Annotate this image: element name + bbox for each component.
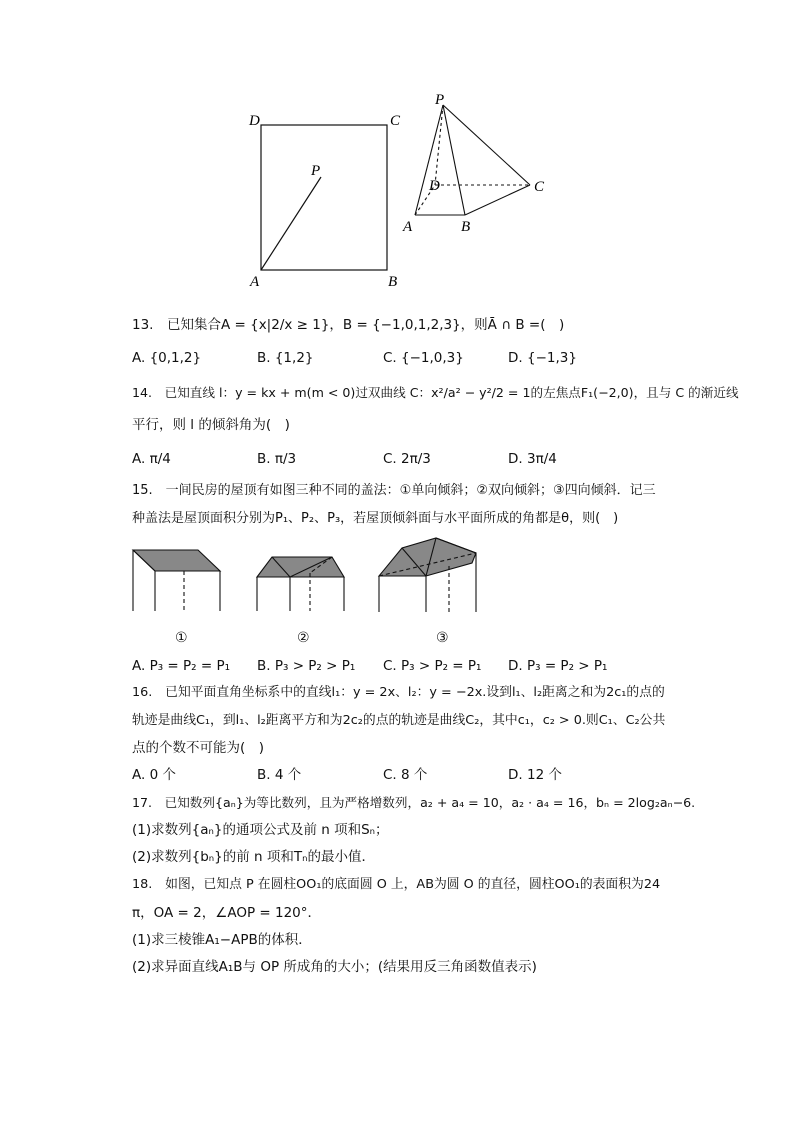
label-B2: B xyxy=(461,219,471,235)
roof-label-3: ③ xyxy=(436,630,449,646)
square-figure xyxy=(240,105,410,295)
q15-option-a: A. P₃ = P₂ = P₁ xyxy=(132,658,231,674)
q16-stem-line3: 点的个数不可能为( ) xyxy=(132,740,265,756)
q16-option-a: A. 0 个 xyxy=(132,767,176,783)
q15-stem-line1: 15. 一间民房的屋顶有如图三种不同的盖法：①单向倾斜；②双向倾斜；③四向倾斜．记三 xyxy=(132,483,656,498)
q18-part1: (1)求三棱锥A₁−APB的体积． xyxy=(132,932,312,948)
label-A: A xyxy=(250,274,260,290)
q13-option-b: B. {1,2} xyxy=(257,350,314,366)
q18-part2: (2)求异面直线A₁B与 OP 所成角的大小；(结果用反三角函数值表示) xyxy=(132,959,537,975)
label-C: C xyxy=(390,113,401,129)
roof-figure-2 xyxy=(252,545,352,615)
q13-option-c: C. {−1,0,3} xyxy=(383,350,464,366)
label-P2: P xyxy=(435,92,445,108)
label-P: P xyxy=(311,163,321,179)
roof-figure-3 xyxy=(374,528,484,616)
q16-option-c: C. 8 个 xyxy=(383,767,428,783)
q13-stem: 13. 已知集合A = {x|2/x ≥ 1}，B = {−1,0,1,2,3}，则Ā ∩ B =( ) xyxy=(132,317,565,333)
roof-figure-1 xyxy=(128,545,228,615)
q14-option-b: B. π/3 xyxy=(257,451,297,467)
q15-option-b: B. P₃ > P₂ > P₁ xyxy=(257,658,356,674)
q14-option-d: D. 3π/4 xyxy=(508,451,557,467)
q14-stem-line1: 14. 已知直线 l：y = kx + m(m < 0)过双曲线 C：x²/a² − y²/2 = 1的左焦点F₁(−2,0)，且与 C 的渐近线 xyxy=(132,385,739,400)
q16-stem-line2: 轨迹是曲线C₁，到l₁、l₂距离平方和为2c₂的点的轨迹是曲线C₂，其中c₁，c₂ > 0.则C₁、C₂公共 xyxy=(132,713,666,728)
q15-option-d: D. P₃ = P₂ > P₁ xyxy=(508,658,608,674)
q13-option-d: D. {−1,3} xyxy=(508,350,577,366)
q18-stem-line1: 18. 如图，已知点 P 在圆柱OO₁的底面圆 O 上，AB为圆 O 的直径，圆柱OO₁的表面积为24 xyxy=(132,877,661,892)
q15-stem-line2: 种盖法是屋顶面积分别为P₁、P₂、P₃，若屋顶倾斜面与水平面所成的角都是θ，则( ) xyxy=(132,511,619,526)
pyramid-figure xyxy=(395,90,560,240)
q18-stem-line2: π，OA = 2，∠AOP = 120°． xyxy=(132,905,322,921)
label-B: B xyxy=(388,274,398,290)
q14-stem-line2: 平行，则 l 的倾斜角为( ) xyxy=(132,417,290,433)
label-A2: A xyxy=(403,219,413,235)
label-D2: D xyxy=(429,178,440,194)
q17-stem: 17. 已知数列{aₙ}为等比数列，且为严格增数列，a₂ + a₄ = 10，a₂ · a₄ = 16，bₙ = 2log₂aₙ−6. xyxy=(132,795,696,810)
q16-option-b: B. 4 个 xyxy=(257,767,302,783)
q13-option-a: A. {0,1,2} xyxy=(132,350,202,366)
q15-option-c: C. P₃ > P₂ = P₁ xyxy=(383,658,482,674)
label-D: D xyxy=(249,113,260,129)
q14-option-a: A. π/4 xyxy=(132,451,171,467)
q17-part1: (1)求数列{aₙ}的通项公式及前 n 项和Sₙ； xyxy=(132,822,389,838)
q14-option-c: C. 2π/3 xyxy=(383,451,431,467)
label-C2: C xyxy=(534,179,545,195)
q16-stem-line1: 16. 已知平面直角坐标系中的直线l₁：y = 2x、l₂：y = −2x.设到l₁、l₂距离之和为2c₁的点的 xyxy=(132,685,665,700)
roof-label-2: ② xyxy=(297,630,310,646)
q17-part2: (2)求数列{bₙ}的前 n 项和Tₙ的最小值． xyxy=(132,849,376,865)
q16-option-d: D. 12 个 xyxy=(508,767,562,783)
roof-label-1: ① xyxy=(175,630,188,646)
